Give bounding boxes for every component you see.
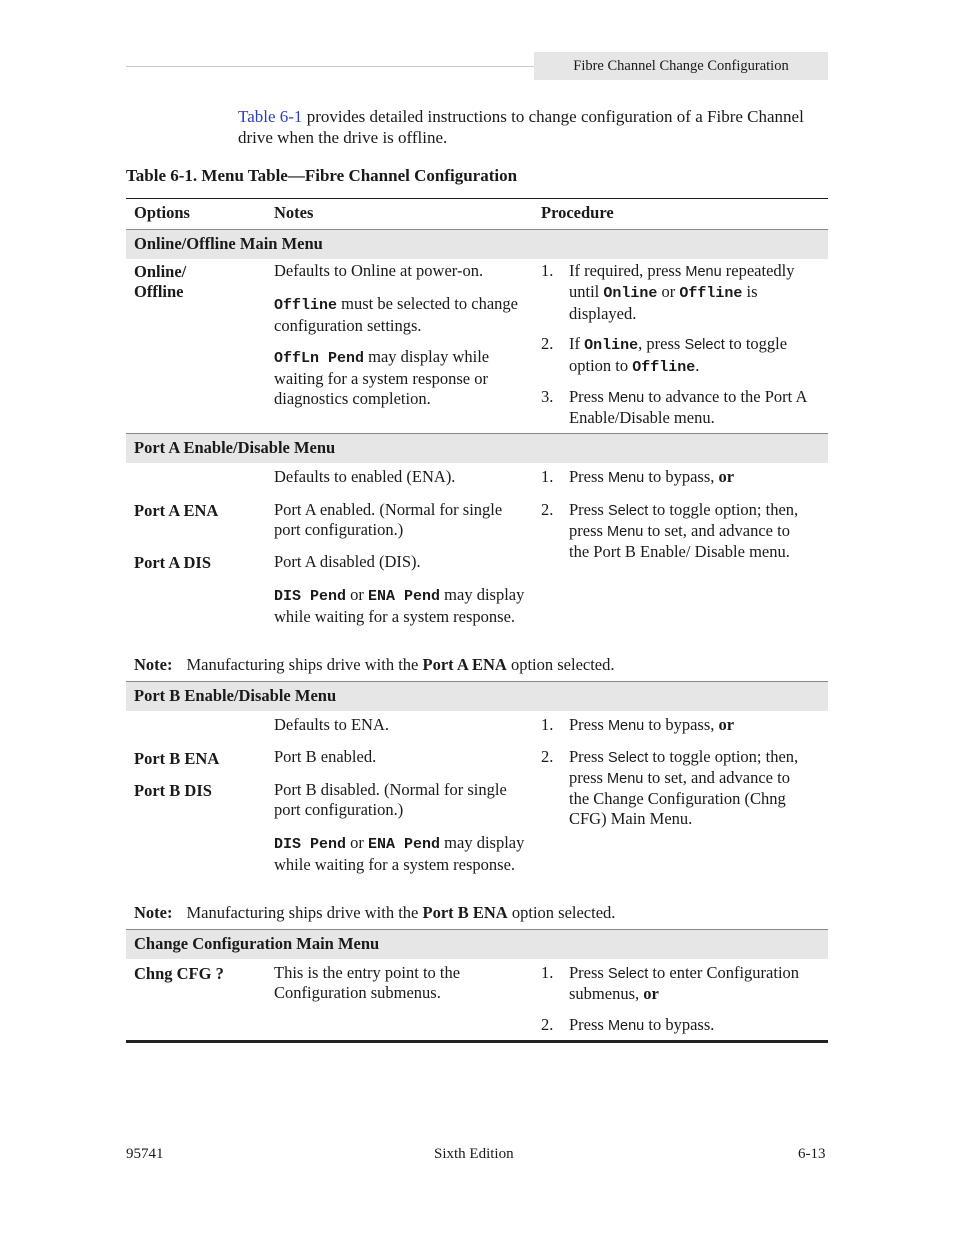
text: Press xyxy=(569,715,608,734)
key-select: Select xyxy=(607,503,649,519)
note-label: Note: xyxy=(134,655,173,674)
note-port-a-3: Port A disabled (DIS). xyxy=(274,552,421,571)
key-menu: Menu xyxy=(607,718,645,734)
header-rule xyxy=(126,66,534,67)
text: must be selected to change configuration settings. xyxy=(274,294,518,335)
text: repeatedly until xyxy=(569,261,795,301)
table-bottom-rule xyxy=(126,1040,828,1043)
option-line: Offline xyxy=(134,282,184,301)
code: Offline xyxy=(274,297,338,314)
step-number: 1. xyxy=(541,467,554,486)
step-online-2 xyxy=(569,334,824,378)
note-port-b xyxy=(134,903,615,923)
step-chng-2 xyxy=(569,1015,824,1036)
option-port-b-ena: Port B ENA xyxy=(134,749,220,768)
option-online-offline xyxy=(134,262,186,302)
note-port-b-2: Port B enabled. xyxy=(274,747,377,766)
or-text: or xyxy=(718,715,735,734)
step-port-b-1 xyxy=(569,715,824,736)
key-select: Select xyxy=(607,966,649,982)
section-title: Online/Offline Main Menu xyxy=(134,234,323,253)
step-number: 2. xyxy=(541,747,554,766)
step-number: 1. xyxy=(541,261,554,280)
step-chng-1 xyxy=(569,963,824,1004)
section-port-b xyxy=(126,681,828,711)
note-port-a-4 xyxy=(274,585,526,627)
key-select: Select xyxy=(684,337,725,353)
footer-edition: Sixth Edition xyxy=(434,1146,514,1162)
text: Press xyxy=(569,747,608,766)
section-title: Port B Enable/Disable Menu xyxy=(134,686,337,705)
step-online-3 xyxy=(569,387,824,428)
code: ENA Pend xyxy=(368,836,441,853)
text: to enter Configuration submenus, xyxy=(569,963,800,1003)
text: to toggle option; then, press xyxy=(569,500,799,540)
text: Manufacturing ships drive with the xyxy=(186,655,423,674)
code: Offline xyxy=(632,359,696,376)
text: or xyxy=(346,833,369,852)
key-menu: Menu xyxy=(607,771,644,787)
or-text: or xyxy=(718,467,735,486)
step-port-a-1 xyxy=(569,467,824,488)
code: OffLn Pend xyxy=(274,350,365,367)
option-port-a-ena: Port A ENA xyxy=(134,501,219,520)
key-menu: Menu xyxy=(607,390,645,406)
step-number: 1. xyxy=(541,963,554,982)
text: to bypass. xyxy=(644,1015,715,1034)
running-header: Fibre Channel Change Configuration xyxy=(534,52,828,80)
section-port-a xyxy=(126,433,828,463)
text: Press xyxy=(569,1015,608,1034)
text-bold: Port B ENA xyxy=(422,903,508,922)
text: is displayed. xyxy=(569,282,758,323)
note-port-a-2: Port A enabled. (Normal for single port configuration.) xyxy=(274,500,503,539)
text: may display while waiting for a system response. xyxy=(274,585,525,626)
text: Press xyxy=(569,387,608,406)
col-header-procedure: Procedure xyxy=(541,203,614,222)
step-online-1 xyxy=(569,261,824,324)
text: may display while waiting for a system response. xyxy=(274,833,525,874)
text: option selected. xyxy=(507,903,616,922)
step-number: 1. xyxy=(541,715,554,734)
section-online-offline xyxy=(126,229,828,259)
intro-text: provides detailed instructions to change configuration of a Fibre Channel drive when the drive is offline. xyxy=(238,107,804,147)
text: option selected. xyxy=(506,655,615,674)
step-port-a-2 xyxy=(569,500,809,562)
note-port-b-3: Port B disabled. (Normal for single port configuration.) xyxy=(274,780,507,819)
text: If required, press xyxy=(569,261,686,280)
section-title: Port A Enable/Disable Menu xyxy=(134,438,336,457)
text: to set, and advance to the Change Configuration (Chng CFG) Main Menu. xyxy=(569,768,790,828)
text: , press xyxy=(638,334,685,353)
text: may display while waiting for a system response or diagnostics completion. xyxy=(274,347,490,408)
table-link[interactable]: Table 6-1 xyxy=(238,107,303,126)
footer-doc-number: 95741 xyxy=(126,1146,164,1162)
note-online-1: Defaults to Online at power-on. xyxy=(274,261,484,280)
step-number: 2. xyxy=(541,1015,554,1034)
section-change-config xyxy=(126,929,828,959)
note-port-a xyxy=(134,655,615,675)
text: to advance to the Port A Enable/Disable menu. xyxy=(569,387,807,427)
intro-paragraph xyxy=(238,107,808,148)
note-port-b-1: Defaults to ENA. xyxy=(274,715,390,734)
text: Press xyxy=(569,963,608,982)
key-menu: Menu xyxy=(607,1018,645,1034)
key-select: Select xyxy=(607,750,649,766)
text-bold: Port A ENA xyxy=(422,655,507,674)
code: Online xyxy=(584,337,639,354)
step-number: 2. xyxy=(541,334,554,353)
note-port-b-4 xyxy=(274,833,526,875)
menu-table xyxy=(126,198,828,230)
text: Press xyxy=(569,467,608,486)
key-menu: Menu xyxy=(685,264,722,280)
text: to toggle option; then, press xyxy=(569,747,799,787)
text: Manufacturing ships drive with the xyxy=(186,903,423,922)
text: to bypass, xyxy=(644,467,719,486)
code: ENA Pend xyxy=(368,588,441,605)
section-title: Change Configuration Main Menu xyxy=(134,934,380,953)
note-chng-cfg: This is the entry point to the Configuration submenus. xyxy=(274,963,461,1002)
option-line: Online/ xyxy=(134,262,187,281)
text: If xyxy=(569,334,585,353)
text: to toggle option to xyxy=(569,334,788,375)
code: Offline xyxy=(679,285,743,302)
or-text: or xyxy=(643,984,659,1003)
text: or xyxy=(346,585,369,604)
key-menu: Menu xyxy=(607,524,644,540)
text: to set, and advance to the Port B Enable/ Disable menu. xyxy=(569,521,790,561)
col-header-notes: Notes xyxy=(274,203,314,222)
step-number: 2. xyxy=(541,500,554,519)
note-label: Note: xyxy=(134,903,173,922)
note-online-3 xyxy=(274,347,524,409)
option-port-a-dis: Port A DIS xyxy=(134,553,212,572)
step-port-b-2 xyxy=(569,747,811,829)
key-menu: Menu xyxy=(607,470,645,486)
note-online-2 xyxy=(274,294,524,336)
option-chng-cfg: Chng CFG ? xyxy=(134,964,224,983)
table-caption: Table 6-1. Menu Table—Fibre Channel Configuration xyxy=(126,166,518,185)
step-number: 3. xyxy=(541,387,554,406)
code: DIS Pend xyxy=(274,588,347,605)
text: to bypass, xyxy=(644,715,719,734)
col-header-options: Options xyxy=(134,203,190,222)
table-header-row xyxy=(126,199,828,230)
code: DIS Pend xyxy=(274,836,347,853)
text: or xyxy=(657,282,680,301)
footer-page-number: 6-13 xyxy=(798,1146,826,1162)
option-port-b-dis: Port B DIS xyxy=(134,781,212,800)
note-port-a-1: Defaults to enabled (ENA). xyxy=(274,467,456,486)
text: Press xyxy=(569,500,608,519)
text: . xyxy=(695,356,700,375)
code: Online xyxy=(603,285,658,302)
